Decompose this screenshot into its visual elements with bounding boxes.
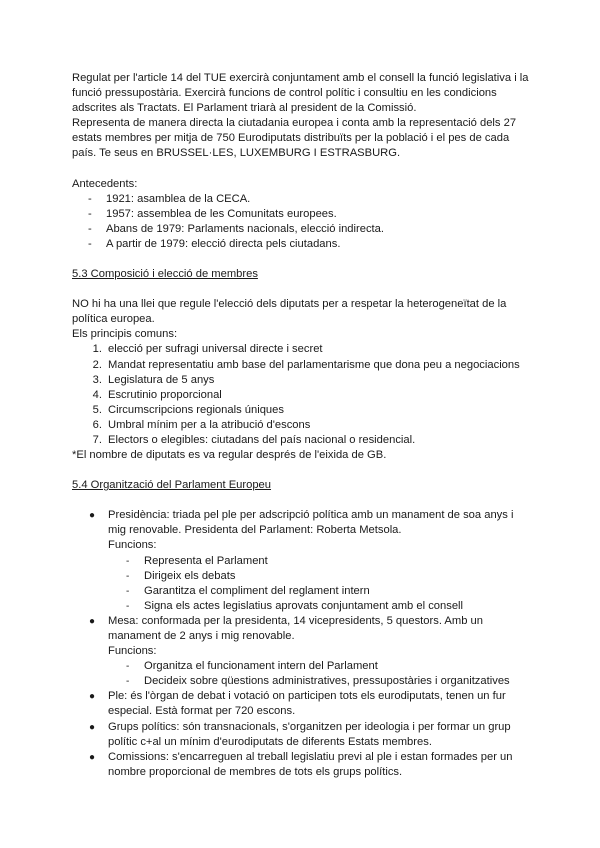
principles-list [72, 342, 532, 448]
bullet-icon: ● [89, 721, 96, 733]
section-heading-5-3: 5.3 Composició i elecció de membres [72, 268, 258, 281]
list-item: - Garantitza el compliment del reglament intern [126, 584, 370, 597]
list-item: - 1921: asamblea de la CECA. [88, 192, 251, 205]
list-item: - Organitza el funcionament intern del Parlament [126, 660, 378, 673]
bullet-icon: ● [89, 510, 96, 522]
list-item: 4. Escrutinio proporcional [92, 388, 222, 401]
principles-label: Els principis comuns: [72, 328, 178, 341]
list-item: - Representa el Parlament [126, 554, 268, 567]
list-item: - Dirigeix els debats [126, 569, 236, 582]
intro-paragraph-2: Representa de manera directa la ciutadania europea i conta amb la representació dels 27 estats membres per mitja de 750 Eurodiputats distribuïts per la població i el pes de cada país. Te seus en BRUSSEL·LES, LUXEMBURG I ESTRASBURG. [72, 117, 517, 160]
list-item-presidencia: ● Presidència: triada pel ple per adscripció política amb un manament de soa anys i mig renovable. Presidenta del Parlament: Roberta Metsola. Funcions: - Representa el Parlament - Dirigeix els debats - Garantitza el compliment del reglament intern - Signa els actes legislatius aprovats conjuntament amb el consell [72, 508, 532, 614]
list-item-ple: ● Ple: és l'òrgan de debat i votació on participen tots els eurodiputats, tenen un fur especial. Està format per 720 escons. [89, 690, 506, 718]
list-item: 3. Legislatura de 5 anys [92, 373, 215, 386]
document-page [72, 71, 532, 780]
bullet-icon: ● [89, 691, 96, 703]
list-item: 7. Electors o elegibles: ciutadans del país nacional o residencial. [92, 433, 416, 446]
intro-paragraph-1: Regulat per l'article 14 del TUE exercirà conjuntament amb el consell la funció legislativa i la funció pressupostària. Exercirà funcions de control polític i consultiu en les condicions adscrites als Tractats. El Parlament triarà al president de la Comissió. [72, 72, 529, 115]
presidencia-funcions-list [108, 554, 532, 614]
section53-intro: NO hi ha una llei que regule l'elecció dels diputats per a respetar la heterogeneïtat de la política europea. [72, 298, 507, 326]
bullet-icon: ● [89, 615, 96, 627]
mesa-funcions-list [108, 659, 532, 689]
list-item-grups: ● Grups polítics: són transnacionals, s'organitzen per ideologia i per formar un grup polític c+al un mínim d'eurodiputats de diferents Estats membres. [89, 720, 511, 748]
funcions-label: Funcions: [108, 645, 157, 658]
organization-list [72, 508, 532, 780]
list-item: - Signa els actes legislatius aprovats conjuntament amb el consell [126, 599, 464, 612]
antecedents-title: Antecedents: [72, 177, 138, 190]
section53-note: *El nombre de diputats es va regular després de l'eixida de GB. [72, 449, 387, 462]
antecedents-list [72, 192, 532, 252]
bullet-icon: ● [89, 751, 96, 763]
funcions-label: Funcions: [108, 539, 157, 552]
list-item: - 1957: assemblea de les Comunitats europees. [88, 207, 337, 220]
list-item-comissions: ● Comissions: s'encarreguen al treball legislatiu previ al ple i estan formades per un nombre proporcional de membres de tots els grups polítics. [89, 750, 513, 778]
list-item: 5. Circumscripcions regionals úniques [92, 403, 284, 416]
list-item: - Decideix sobre qüestions administratives, pressupostàries i organitzatives [126, 675, 510, 688]
list-item: - A partir de 1979: elecció directa pels ciutadans. [88, 237, 341, 250]
list-item: 2. Mandat representatiu amb base del parlamentarisme que dona peu a negociacions [92, 358, 520, 371]
list-item: - Abans de 1979: Parlaments nacionals, elecció indirecta. [88, 222, 384, 235]
section-heading-5-4: 5.4 Organització del Parlament Europeu [72, 479, 272, 492]
list-item: 6. Umbral mínim per a la atribució d'escons [92, 418, 311, 431]
list-item: 1. elecció per sufragi universal directe i secret [92, 343, 323, 356]
list-item-mesa: ● Mesa: conformada per la presidenta, 14 vicepresidents, 5 questors. Amb un manament de 2 anys i mig renovable. Funcions: - Organitza el funcionament intern del Parlament - Decideix sobre qüestions administratives, pressupostàries i organitzatives [72, 614, 532, 689]
